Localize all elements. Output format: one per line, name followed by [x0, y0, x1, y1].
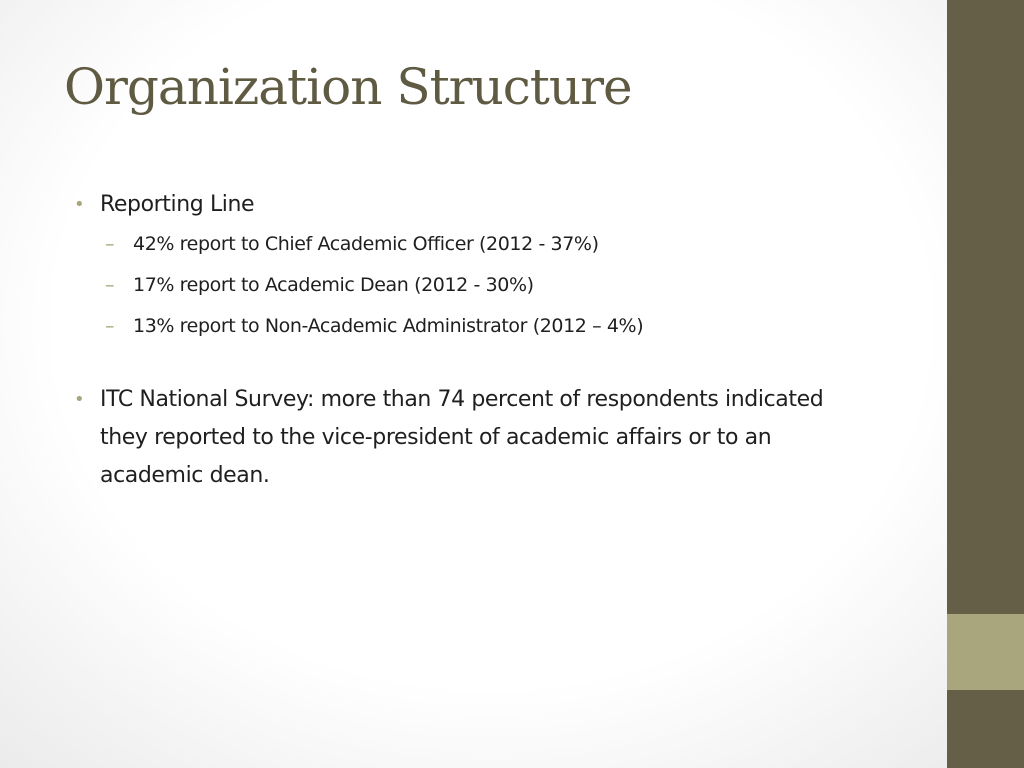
bullet-text: Reporting Line: [100, 192, 255, 217]
slide-title: Organization Structure: [64, 58, 632, 116]
bullet-itc-national-survey: [74, 381, 874, 495]
sub-bullet-marker: –: [105, 315, 115, 337]
bullet-reporting-line: [74, 186, 874, 224]
sub-bullet-text: 17% report to Academic Dean (2012 - 30%): [133, 274, 534, 296]
sub-bullet-chief-academic-officer: [74, 224, 874, 265]
bullet-marker: •: [74, 194, 85, 215]
sub-bullet-text: 42% report to Chief Academic Officer (2012 - 37%): [133, 233, 599, 255]
sub-bullet-marker: –: [105, 274, 115, 296]
sub-bullet-academic-dean: [74, 265, 874, 306]
sub-bullet-marker: –: [105, 233, 115, 255]
sub-bullet-text: 13% report to Non-Academic Administrator (2012 – 4%): [133, 315, 644, 337]
slide-body: [74, 186, 874, 495]
spacer: [74, 347, 874, 381]
side-decoration-accent: [947, 614, 1024, 690]
bullet-marker: •: [74, 389, 85, 410]
sub-bullet-non-academic-administrator: [74, 306, 874, 347]
bullet-text: ITC National Survey: more than 74 percent of respondents indicated they reported to the vice-president of academic affairs or to an academic dean.: [100, 387, 824, 488]
